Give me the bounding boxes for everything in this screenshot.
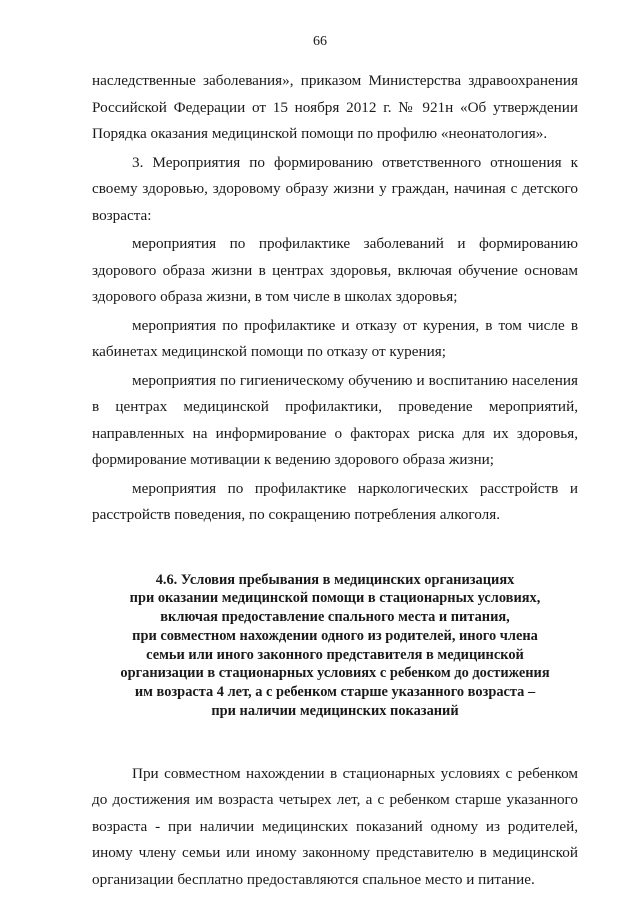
- heading-line: включая предоставление спального места и питания,: [160, 609, 510, 626]
- paragraph-narcology: мероприятия по профилактике наркологических расстройств и расстройств поведения, по сокращению потребления алкоголя.: [92, 479, 578, 523]
- heading-line: им возраста 4 лет, а с ребенком старше указанного возраста –: [134, 684, 536, 701]
- heading-line: при совместном нахождении одного из родителей, иного члена: [132, 627, 538, 644]
- paragraph-final: При совместном нахождении в стационарных условиях с ребенком до достижения им возраста четырех лет, а с ребенком старше указанного возраста - при наличии медицинских показаний одному из родителей, иному члену семьи или иному законному представителю в медицинской организации бесплатно предоставляются спальное место и питание.: [92, 764, 578, 888]
- heading-line: 4.6. Условия пребывания в медицинских организациях: [155, 571, 515, 588]
- page-number: 66: [313, 34, 327, 49]
- paragraph-item-3: 3. Мероприятия по формированию ответственного отношения к своему здоровью, здоровому образу жизни у граждан, начиная с детского возраста:: [92, 153, 578, 224]
- paragraph-health-centers: мероприятия по профилактике заболеваний и формированию здорового образа жизни в центрах здоровья, включая обучение основам здорового образа жизни, в том числе в школах здоровья;: [92, 235, 578, 305]
- section-heading: [92, 571, 578, 721]
- paragraph-hygiene: мероприятия по гигиеническому обучению и воспитанию населения в центрах медицинской профилактики, проведение мероприятий, направленных на информирование о факторах риска для их здоровья, формирование мотивации к ведению здорового образа жизни;: [92, 371, 578, 468]
- paragraph-smoking: мероприятия по профилактике и отказу от курения, в том числе в кабинетах медицинской помощи по отказу от курения;: [92, 316, 578, 360]
- heading-line: при наличии медицинских показаний: [211, 703, 459, 720]
- heading-line: при оказании медицинской помощи в стационарных условиях,: [129, 590, 541, 607]
- paragraph-continuation: наследственные заболевания», приказом Министерства здравоохранения Российской Федерации от 15 ноября 2012 г. № 921н «Об утверждении Порядка оказания медицинской помощи по профилю «неонатология».: [92, 72, 578, 142]
- heading-line: семьи или иного законного представителя в медицинской: [146, 646, 524, 663]
- heading-line: организации в стационарных условиях с ребенком до достижения: [120, 665, 550, 682]
- document-body: [92, 68, 578, 893]
